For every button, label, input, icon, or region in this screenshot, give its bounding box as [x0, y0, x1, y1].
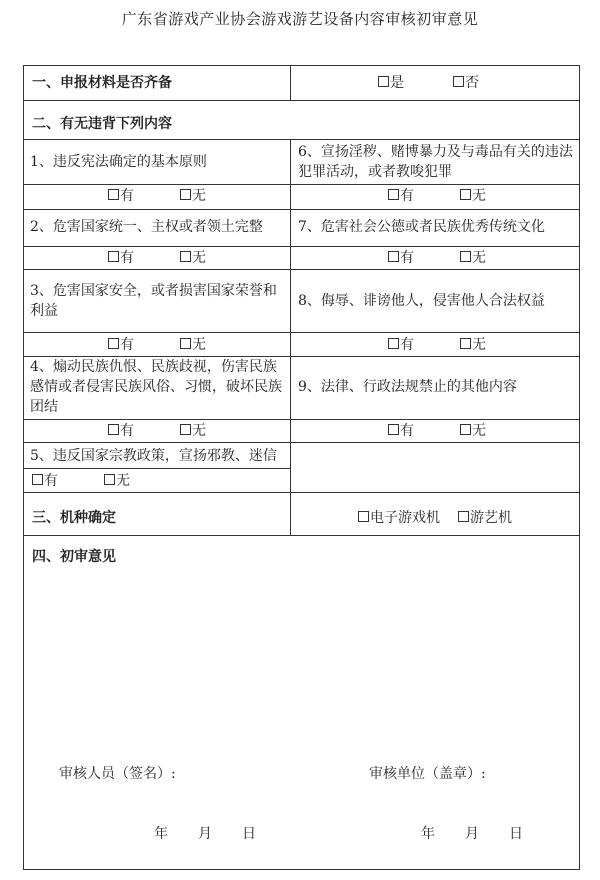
item-1: 1、违反宪法确定的基本原则: [30, 154, 207, 170]
item-7-no[interactable]: 无: [460, 249, 486, 267]
item-5-no[interactable]: 无: [104, 472, 130, 490]
row-divider: [24, 246, 579, 247]
row-divider: [24, 442, 579, 443]
row-divider: [24, 139, 579, 140]
item-7-yes[interactable]: 有: [388, 249, 414, 267]
checkbox[interactable]: [388, 424, 399, 435]
reviewer-signature-label: 审核人员（签名）:: [59, 766, 176, 782]
checkbox[interactable]: [458, 511, 469, 522]
section-3-label: 三、机种确定: [32, 510, 116, 526]
checkbox[interactable]: [388, 251, 399, 262]
item-3-no[interactable]: 无: [180, 336, 206, 354]
year-label: 年: [421, 826, 435, 842]
row-divider: [24, 535, 579, 536]
row-divider: [24, 184, 579, 185]
checkbox[interactable]: [104, 474, 115, 485]
column-divider: [290, 492, 291, 535]
item-9-yes[interactable]: 有: [388, 422, 414, 440]
year-label: 年: [154, 826, 168, 842]
checkbox[interactable]: [460, 424, 471, 435]
checkbox[interactable]: [460, 251, 471, 262]
item-1-no[interactable]: 无: [180, 187, 206, 205]
row-divider: [24, 100, 579, 101]
checkbox[interactable]: [388, 189, 399, 200]
form-title: 广东省游戏产业协会游戏游艺设备内容审核初审意见: [121, 10, 479, 28]
item-8: 8、侮辱、诽谤他人，侵害他人合法权益: [298, 293, 545, 309]
s1-yes-option[interactable]: 是: [378, 74, 404, 92]
day-label: 日: [242, 826, 256, 842]
section-4-label: 四、初审意见: [32, 549, 116, 565]
item-9: 9、法律、行政法规禁止的其他内容: [298, 379, 517, 395]
checkbox[interactable]: [358, 511, 369, 522]
day-label: 日: [509, 826, 523, 842]
row-divider: [24, 419, 579, 420]
item-4: 4、煽动民族仇恨、民族歧视，伤害民族感情或者侵害民族风俗、习惯，破坏民族团结: [30, 359, 282, 415]
checkbox[interactable]: [453, 76, 464, 87]
checkbox[interactable]: [108, 424, 119, 435]
row-divider: [24, 332, 579, 333]
review-form: [23, 65, 580, 870]
section-1-label: 一、申报材料是否齐备: [32, 75, 172, 91]
checkbox[interactable]: [460, 338, 471, 349]
checkbox[interactable]: [180, 189, 191, 200]
item-6-yes[interactable]: 有: [388, 187, 414, 205]
row-divider: [24, 209, 579, 210]
checkbox[interactable]: [180, 251, 191, 262]
item-5: 5、违反国家宗教政策，宣扬邪教、迷信: [30, 448, 277, 464]
reviewer-date: [154, 823, 256, 843]
machine-type-amusement[interactable]: 游艺机: [458, 509, 512, 527]
checkbox[interactable]: [180, 338, 191, 349]
checkbox[interactable]: [460, 189, 471, 200]
month-label: 月: [465, 826, 479, 842]
machine-type-electronic[interactable]: 电子游戏机: [358, 509, 440, 527]
item-1-yes[interactable]: 有: [108, 187, 134, 205]
item-3-yes[interactable]: 有: [108, 336, 134, 354]
item-8-no[interactable]: 无: [460, 336, 486, 354]
row-divider: [24, 492, 579, 493]
item-5-yes[interactable]: 有: [32, 472, 58, 490]
item-4-yes[interactable]: 有: [108, 422, 134, 440]
column-divider: [290, 66, 291, 100]
checkbox[interactable]: [180, 424, 191, 435]
checkbox[interactable]: [108, 189, 119, 200]
item-6-no[interactable]: 无: [460, 187, 486, 205]
item-9-no[interactable]: 无: [460, 422, 486, 440]
checkbox[interactable]: [108, 338, 119, 349]
section-2-label: 二、有无违背下列内容: [32, 116, 172, 132]
month-label: 月: [198, 826, 212, 842]
checkbox[interactable]: [32, 474, 43, 485]
item-8-yes[interactable]: 有: [388, 336, 414, 354]
s1-no-option[interactable]: 否: [453, 74, 479, 92]
unit-date: [421, 823, 523, 843]
checkbox[interactable]: [378, 76, 389, 87]
item-2: 2、危害国家统一、主权或者领土完整: [30, 219, 263, 235]
unit-stamp-label: 审核单位（盖章）:: [369, 766, 486, 782]
item-4-no[interactable]: 无: [180, 422, 206, 440]
row-divider: [24, 269, 579, 270]
item-3: 3、危害国家安全，或者损害国家荣誉和利益: [30, 283, 277, 319]
item-2-no[interactable]: 无: [180, 249, 206, 267]
row-divider: [24, 468, 290, 469]
item-2-yes[interactable]: 有: [108, 249, 134, 267]
checkbox[interactable]: [388, 338, 399, 349]
column-divider: [290, 139, 291, 492]
item-6: 6、宣扬淫秽、赌博暴力及与毒品有关的违法犯罪活动，或者教唆犯罪: [298, 144, 573, 180]
checkbox[interactable]: [108, 251, 119, 262]
item-7: 7、危害社会公德或者民族优秀传统文化: [298, 219, 545, 235]
